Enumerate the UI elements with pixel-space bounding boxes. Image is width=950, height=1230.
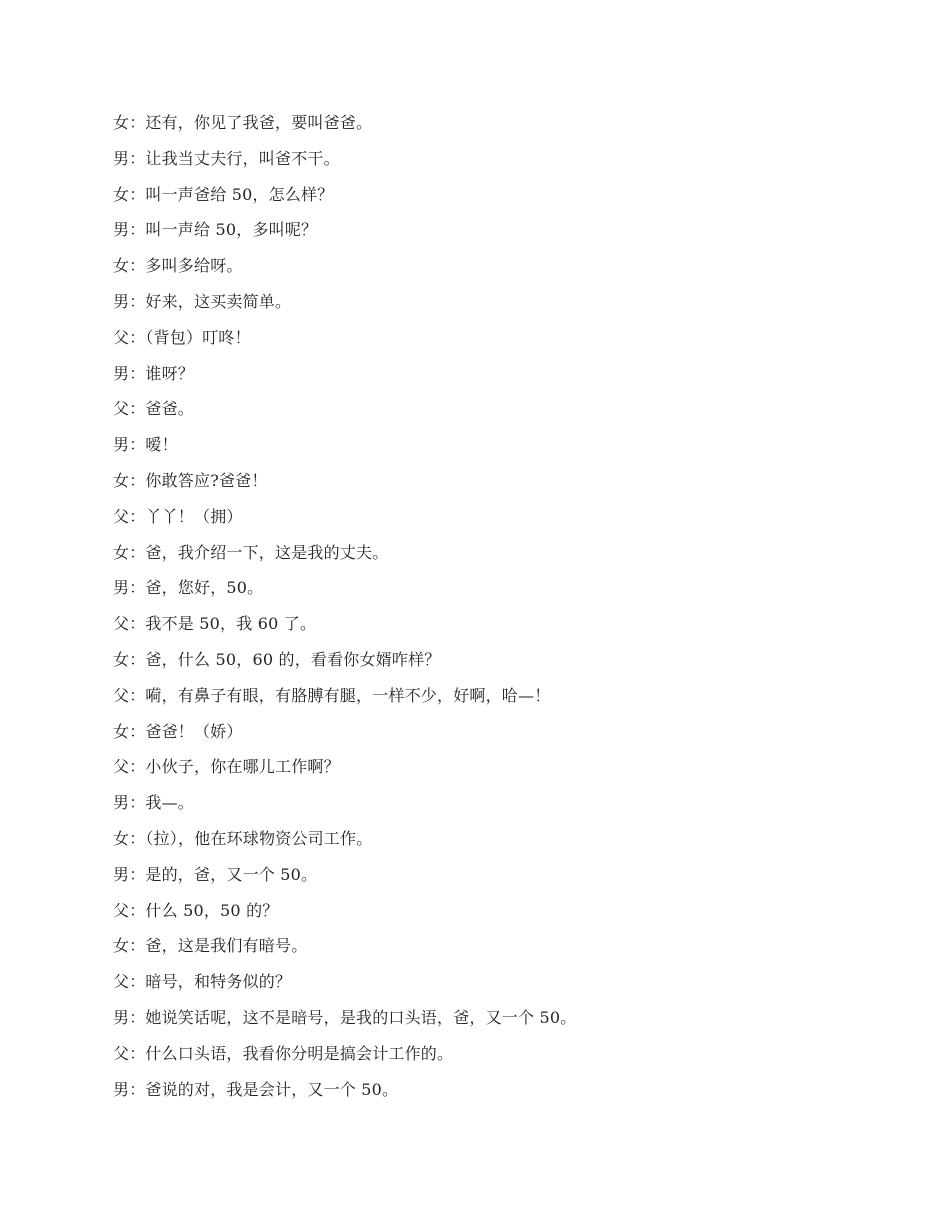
line-text: 爸爸！（娇）	[145, 721, 243, 741]
dialogue-line	[113, 893, 873, 929]
dialogue-line	[113, 749, 873, 785]
dialogue-line	[113, 928, 873, 964]
line-text: 爸，我介绍一下，这是我的丈夫。	[145, 542, 389, 562]
speaker-label: 女	[113, 721, 130, 741]
speaker-colon: ：	[129, 184, 146, 204]
speaker-colon: ：	[129, 972, 146, 992]
dialogue-line	[113, 463, 873, 499]
dialogue-line	[113, 499, 873, 535]
dialogue-line	[113, 714, 873, 750]
speaker-label: 女	[113, 470, 130, 490]
line-text: 你敢答应?爸爸！	[145, 470, 268, 490]
line-text: 是的，爸，又一个 50。	[145, 864, 318, 884]
line-text: 她说笑话呢，这不是暗号，是我的口头语，爸，又一个 50。	[145, 1007, 577, 1027]
speaker-label: 父	[113, 900, 130, 920]
speaker-label: 女	[113, 649, 130, 669]
speaker-label: 父	[113, 327, 130, 347]
speaker-colon: ：	[129, 363, 146, 383]
dialogue-line	[113, 570, 873, 606]
speaker-colon: ：	[129, 721, 146, 741]
dialogue-line	[113, 391, 873, 427]
speaker-colon: ：	[129, 900, 146, 920]
speaker-colon: ：	[129, 148, 146, 168]
line-text: 让我当丈夫行，叫爸不干。	[145, 148, 340, 168]
line-text: 丫丫！（拥）	[145, 506, 243, 526]
speaker-colon: ：	[129, 399, 146, 419]
speaker-colon: ：	[129, 578, 146, 598]
speaker-label: 父	[113, 757, 130, 777]
speaker-label: 男	[113, 291, 130, 311]
dialogue-line	[113, 1000, 873, 1036]
line-text: 暗号，和特务似的？	[145, 972, 292, 992]
speaker-label: 男	[113, 578, 130, 598]
speaker-label: 男	[113, 1079, 130, 1099]
line-text: 嗳！	[145, 435, 178, 455]
line-text: 好来，这买卖简单。	[145, 291, 292, 311]
dialogue-line	[113, 427, 873, 463]
speaker-colon: ：	[129, 936, 146, 956]
dialogue-line	[113, 177, 873, 213]
dialogue-line	[113, 141, 873, 177]
speaker-colon: ：	[129, 220, 146, 240]
speaker-colon: ：	[129, 1079, 146, 1099]
dialogue-line	[113, 105, 873, 141]
speaker-colon: ：	[129, 1043, 146, 1063]
line-text: 爸说的对，我是会计，又一个 50。	[145, 1079, 399, 1099]
speaker-label: 父	[113, 399, 130, 419]
speaker-label: 女	[113, 113, 130, 132]
speaker-colon: ：	[129, 685, 146, 705]
dialogue-line	[113, 1072, 873, 1108]
line-text: 爸，什么 50，60 的，看看你女婿咋样？	[145, 649, 441, 669]
speaker-label: 女	[113, 936, 130, 956]
speaker-colon: ：	[129, 542, 146, 562]
line-text: 多叫多给呀。	[145, 256, 243, 276]
line-text: 叫一声爸给 50，怎么样？	[145, 184, 334, 204]
line-text: 小伙子，你在哪儿工作啊？	[145, 757, 340, 777]
dialogue-block	[113, 105, 873, 1107]
dialogue-line	[113, 964, 873, 1000]
speaker-label: 女	[113, 828, 130, 848]
speaker-colon: ：	[129, 506, 146, 526]
dialogue-line	[113, 320, 873, 356]
speaker-label: 男	[113, 1007, 130, 1027]
dialogue-line	[113, 1036, 873, 1072]
line-text: （背包）叮咚！	[145, 327, 251, 347]
dialogue-line	[113, 642, 873, 678]
speaker-colon: ：	[129, 793, 146, 813]
speaker-colon: ：	[129, 864, 146, 884]
speaker-colon: ：	[129, 614, 146, 634]
line-text: 还有，你见了我爸，要叫爸爸。	[145, 113, 373, 132]
line-text: 我不是 50，我 60 了。	[145, 614, 317, 634]
dialogue-line	[113, 284, 873, 320]
dialogue-line	[113, 678, 873, 714]
speaker-colon: ：	[129, 1007, 146, 1027]
speaker-label: 父	[113, 685, 130, 705]
speaker-label: 男	[113, 435, 130, 455]
speaker-label: 父	[113, 972, 130, 992]
speaker-label: 男	[113, 363, 130, 383]
speaker-label: 男	[113, 864, 130, 884]
line-text: 谁呀？	[145, 363, 195, 383]
dialogue-line	[113, 356, 873, 392]
dialogue-line	[113, 857, 873, 893]
speaker-colon: ：	[129, 291, 146, 311]
speaker-label: 男	[113, 793, 130, 813]
speaker-label: 女	[113, 256, 130, 276]
speaker-colon: ：	[129, 327, 146, 347]
line-text: 什么口头语，我看你分明是搞会计工作的。	[145, 1043, 454, 1063]
speaker-colon: ：	[129, 470, 146, 490]
line-text: 我—。	[145, 793, 195, 813]
dialogue-line	[113, 785, 873, 821]
speaker-label: 女	[113, 184, 130, 204]
speaker-label: 男	[113, 220, 130, 240]
dialogue-line	[113, 535, 873, 571]
speaker-colon: ：	[129, 113, 146, 132]
line-text: （拉），他在环球物资公司工作。	[145, 828, 373, 848]
dialogue-line	[113, 821, 873, 857]
speaker-colon: ：	[129, 757, 146, 777]
speaker-label: 女	[113, 542, 130, 562]
speaker-colon: ：	[129, 649, 146, 669]
line-text: 什么 50，50 的？	[145, 900, 279, 920]
speaker-colon: ：	[129, 435, 146, 455]
dialogue-line	[113, 212, 873, 248]
line-text: 爸，这是我们有暗号。	[145, 936, 308, 956]
speaker-colon: ：	[129, 828, 146, 848]
speaker-label: 男	[113, 148, 130, 168]
speaker-label: 父	[113, 506, 130, 526]
speaker-label: 父	[113, 614, 130, 634]
speaker-colon: ：	[129, 256, 146, 276]
dialogue-line	[113, 248, 873, 284]
line-text: 爸，您好，50。	[145, 578, 264, 598]
line-text: 叫一声给 50，多叫呢？	[145, 220, 318, 240]
line-text: 嗬，有鼻子有眼，有胳膊有腿，一样不少，好啊，哈—！	[145, 685, 551, 705]
dialogue-line	[113, 606, 873, 642]
line-text: 爸爸。	[145, 399, 195, 419]
speaker-label: 父	[113, 1043, 130, 1063]
